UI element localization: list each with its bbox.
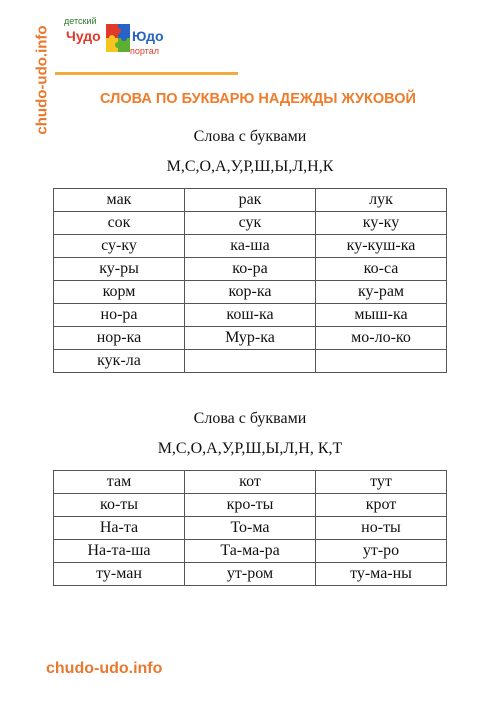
table-cell: ко-ты [54,494,185,517]
table-cell: крот [316,494,447,517]
table-cell: кош-ка [185,304,316,327]
logo-word2: Юдо [132,28,164,44]
table-cell: ту-ман [54,563,185,586]
puzzle-icon [104,22,134,62]
table-cell: ку-рам [316,281,447,304]
table-cell: ко-ра [185,258,316,281]
table-cell: корм [54,281,185,304]
table-cell: сук [185,212,316,235]
table-row [54,471,447,494]
table-row [54,212,447,235]
logo-word1: Чудо [66,28,101,44]
table-row [54,494,447,517]
table-cell: нор-ка [54,327,185,350]
table-cell: ту-ма-ны [316,563,447,586]
header-rule [55,72,238,75]
section2-heading: Слова с буквами [193,410,307,427]
table-row [54,304,447,327]
table-cell: но-ра [54,304,185,327]
table-cell: кро-ты [185,494,316,517]
side-site-url-text: chudo-udo.info [33,25,51,135]
table-cell [316,350,447,373]
table-cell: кук-ла [54,350,185,373]
table-cell: мак [54,189,185,212]
table-row [54,327,447,350]
section2-letters: М,С,О,А,У,Р,Ш,Ы,Л,Н, К,Т [157,440,343,457]
table-cell: тут [316,471,447,494]
table-cell: ку-ку [316,212,447,235]
table-cell [185,350,316,373]
table-cell: ут-ро [316,540,447,563]
table-row [54,258,447,281]
page-title: СЛОВА ПО БУКВАРЮ НАДЕЖДЫ ЖУКОВОЙ [100,91,416,107]
table-cell: там [54,471,185,494]
side-site-url [31,0,53,160]
words-table-1 [53,188,447,373]
table-cell: На-та-ша [54,540,185,563]
table-row [54,235,447,258]
table-cell: рак [185,189,316,212]
table-cell: ку-ры [54,258,185,281]
table-cell: лук [316,189,447,212]
table-row [54,189,447,212]
table-cell: Та-ма-ра [185,540,316,563]
table-cell: Мур-ка [185,327,316,350]
table-row [54,350,447,373]
logo-line1: детский [64,16,97,26]
table-row [54,281,447,304]
table-cell: су-ку [54,235,185,258]
table-cell: На-та [54,517,185,540]
table-cell: ку-куш-ка [316,235,447,258]
table-row [54,563,447,586]
section1-heading: Слова с буквами [193,128,307,145]
words-table-2 [53,470,447,586]
table-cell: ко-са [316,258,447,281]
table-cell: мо-ло-ко [316,327,447,350]
table-cell: кот [185,471,316,494]
table-cell: мыш-ка [316,304,447,327]
section1-letters: М,С,О,А,У,Р,Ш,Ы,Л,Н,К [166,158,334,175]
table-row [54,540,447,563]
table-row [54,517,447,540]
site-logo [60,14,180,72]
table-cell: ут-ром [185,563,316,586]
table-cell: но-ты [316,517,447,540]
table-cell: ка-ша [185,235,316,258]
logo-line2: портал [130,46,159,56]
table-cell: кор-ка [185,281,316,304]
footer-site-url: chudo-udo.info [46,660,163,677]
table-cell: То-ма [185,517,316,540]
table-cell: сок [54,212,185,235]
